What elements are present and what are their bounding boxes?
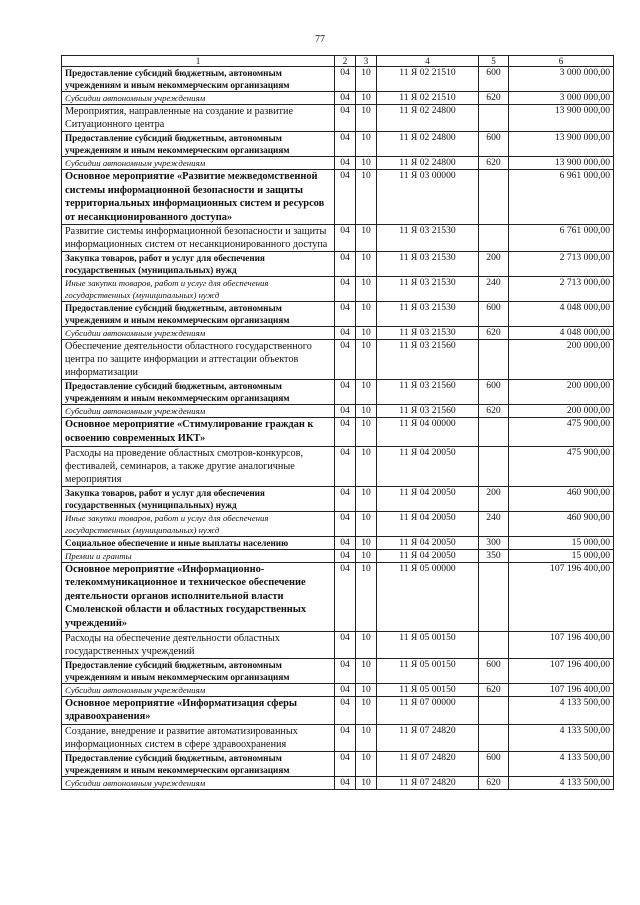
code-subsection-cell: 10 xyxy=(356,277,377,302)
table-row xyxy=(62,696,614,724)
code-subsection-cell: 10 xyxy=(356,696,377,724)
expense-type-cell: 620 xyxy=(479,92,509,105)
table-row xyxy=(62,302,614,327)
expense-type-cell: 200 xyxy=(479,486,509,511)
target-code-cell: 11 Я 03 21530 xyxy=(377,327,479,340)
item-name-cell: Субсидии автономным учреждениям xyxy=(62,157,335,170)
table-row xyxy=(62,225,614,252)
code-section-cell: 04 xyxy=(335,631,356,658)
item-name-cell: Субсидии автономным учреждениям xyxy=(62,327,335,340)
target-code-cell: 11 Я 07 00000 xyxy=(377,696,479,724)
header-col-6: 6 xyxy=(509,56,614,67)
table-row xyxy=(62,776,614,789)
code-subsection-cell: 10 xyxy=(356,631,377,658)
item-name-cell: Закупка товаров, работ и услуг для обеспечения государственных (муниципальных) нужд xyxy=(62,252,335,277)
code-subsection-cell: 10 xyxy=(356,340,377,380)
expense-type-cell xyxy=(479,170,509,225)
amount-cell: 475 900,00 xyxy=(509,446,614,486)
code-subsection-cell: 10 xyxy=(356,252,377,277)
target-code-cell: 11 Я 04 20050 xyxy=(377,511,479,536)
expense-type-cell xyxy=(479,446,509,486)
target-code-cell: 11 Я 02 24800 xyxy=(377,132,479,157)
code-subsection-cell: 10 xyxy=(356,302,377,327)
header-col-4: 4 xyxy=(377,56,479,67)
target-code-cell: 11 Я 04 20050 xyxy=(377,486,479,511)
budget-table xyxy=(61,55,614,790)
amount-cell: 13 900 000,00 xyxy=(509,105,614,132)
amount-cell: 200 000,00 xyxy=(509,340,614,380)
code-subsection-cell: 10 xyxy=(356,446,377,486)
table-row xyxy=(62,380,614,405)
table-row xyxy=(62,446,614,486)
amount-cell: 2 713 000,00 xyxy=(509,277,614,302)
expense-type-cell: 620 xyxy=(479,327,509,340)
code-subsection-cell: 10 xyxy=(356,92,377,105)
amount-cell: 13 900 000,00 xyxy=(509,157,614,170)
code-subsection-cell: 10 xyxy=(356,327,377,340)
code-subsection-cell: 10 xyxy=(356,751,377,776)
code-subsection-cell: 10 xyxy=(356,724,377,751)
code-subsection-cell: 10 xyxy=(356,157,377,170)
code-section-cell: 04 xyxy=(335,340,356,380)
target-code-cell: 11 Я 07 24820 xyxy=(377,724,479,751)
code-subsection-cell: 10 xyxy=(356,683,377,696)
expense-type-cell: 350 xyxy=(479,549,509,562)
target-code-cell: 11 Я 03 21530 xyxy=(377,277,479,302)
table-row xyxy=(62,67,614,92)
page-number: 77 xyxy=(315,34,325,45)
code-subsection-cell: 10 xyxy=(356,776,377,789)
code-section-cell: 04 xyxy=(335,658,356,683)
code-subsection-cell: 10 xyxy=(356,549,377,562)
code-subsection-cell: 10 xyxy=(356,380,377,405)
table-row xyxy=(62,132,614,157)
amount-cell: 107 196 400,00 xyxy=(509,562,614,631)
amount-cell: 4 048 000,00 xyxy=(509,327,614,340)
expense-type-cell: 600 xyxy=(479,658,509,683)
item-name-cell: Иные закупки товаров, работ и услуг для обеспечения государственных (муниципальных) нужд xyxy=(62,511,335,536)
code-section-cell: 04 xyxy=(335,327,356,340)
expense-type-cell: 600 xyxy=(479,302,509,327)
table-row xyxy=(62,92,614,105)
amount-cell: 4 133 500,00 xyxy=(509,776,614,789)
code-subsection-cell: 10 xyxy=(356,405,377,418)
target-code-cell: 11 Я 05 00150 xyxy=(377,683,479,696)
item-name-cell: Субсидии автономным учреждениям xyxy=(62,776,335,789)
code-section-cell: 04 xyxy=(335,170,356,225)
expense-type-cell xyxy=(479,105,509,132)
amount-cell: 2 713 000,00 xyxy=(509,252,614,277)
amount-cell: 107 196 400,00 xyxy=(509,683,614,696)
target-code-cell: 11 Я 05 00150 xyxy=(377,658,479,683)
item-name-cell: Расходы на обеспечение деятельности областных государственных учреждений xyxy=(62,631,335,658)
table-row xyxy=(62,724,614,751)
expense-type-cell: 620 xyxy=(479,405,509,418)
amount-cell: 107 196 400,00 xyxy=(509,658,614,683)
target-code-cell: 11 Я 03 21530 xyxy=(377,252,479,277)
code-subsection-cell: 10 xyxy=(356,418,377,446)
amount-cell: 4 048 000,00 xyxy=(509,302,614,327)
expense-type-cell xyxy=(479,631,509,658)
code-subsection-cell: 10 xyxy=(356,105,377,132)
item-name-cell: Мероприятия, направленные на создание и развитие Ситуационного центра xyxy=(62,105,335,132)
item-name-cell: Обеспечение деятельности областного государственного центра по защите информации и аттестации объектов информатизации xyxy=(62,340,335,380)
code-subsection-cell: 10 xyxy=(356,486,377,511)
item-name-cell: Предоставление субсидий бюджетным, автономным учреждениям и иным некоммерческим организациям xyxy=(62,658,335,683)
amount-cell: 107 196 400,00 xyxy=(509,631,614,658)
table-row xyxy=(62,170,614,225)
code-section-cell: 04 xyxy=(335,105,356,132)
header-col-5: 5 xyxy=(479,56,509,67)
code-subsection-cell: 10 xyxy=(356,562,377,631)
target-code-cell: 11 Я 03 21560 xyxy=(377,340,479,380)
code-subsection-cell: 10 xyxy=(356,536,377,549)
expense-type-cell: 300 xyxy=(479,536,509,549)
item-name-cell: Субсидии автономным учреждениям xyxy=(62,92,335,105)
expense-type-cell: 240 xyxy=(479,277,509,302)
amount-cell: 200 000,00 xyxy=(509,380,614,405)
table-row xyxy=(62,418,614,446)
item-name-cell: Предоставление субсидий бюджетным, автономным учреждениям и иным некоммерческим организациям xyxy=(62,67,335,92)
code-subsection-cell: 10 xyxy=(356,132,377,157)
target-code-cell: 11 Я 03 21530 xyxy=(377,225,479,252)
code-section-cell: 04 xyxy=(335,67,356,92)
table-row xyxy=(62,658,614,683)
expense-type-cell: 600 xyxy=(479,67,509,92)
target-code-cell: 11 Я 04 00000 xyxy=(377,418,479,446)
header-col-1: 1 xyxy=(62,56,335,67)
target-code-cell: 11 Я 02 24800 xyxy=(377,157,479,170)
amount-cell: 200 000,00 xyxy=(509,405,614,418)
target-code-cell: 11 Я 04 20050 xyxy=(377,446,479,486)
item-name-cell: Основное мероприятие «Развитие межведомственной системы информационной безопасности и защиты территориальных информационных систем и ресурсов от несанкционированного доступа» xyxy=(62,170,335,225)
expense-type-cell: 600 xyxy=(479,380,509,405)
code-section-cell: 04 xyxy=(335,405,356,418)
target-code-cell: 11 Я 04 20050 xyxy=(377,536,479,549)
code-section-cell: 04 xyxy=(335,132,356,157)
table-row xyxy=(62,105,614,132)
expense-type-cell: 600 xyxy=(479,751,509,776)
target-code-cell: 11 Я 02 21510 xyxy=(377,92,479,105)
item-name-cell: Предоставление субсидий бюджетным, автономным учреждениям и иным некоммерческим организациям xyxy=(62,380,335,405)
target-code-cell: 11 Я 02 24800 xyxy=(377,105,479,132)
expense-type-cell xyxy=(479,696,509,724)
item-name-cell: Субсидии автономным учреждениям xyxy=(62,405,335,418)
table-row xyxy=(62,157,614,170)
table-row xyxy=(62,327,614,340)
table-row xyxy=(62,277,614,302)
item-name-cell: Предоставление субсидий бюджетным, автономным учреждениям и иным некоммерческим организациям xyxy=(62,132,335,157)
amount-cell: 6 961 000,00 xyxy=(509,170,614,225)
expense-type-cell: 240 xyxy=(479,511,509,536)
amount-cell: 13 900 000,00 xyxy=(509,132,614,157)
code-section-cell: 04 xyxy=(335,380,356,405)
code-section-cell: 04 xyxy=(335,225,356,252)
table-row xyxy=(62,405,614,418)
target-code-cell: 11 Я 07 24820 xyxy=(377,776,479,789)
amount-cell: 15 000,00 xyxy=(509,536,614,549)
item-name-cell: Основное мероприятие «Информатизация сферы здравоохранения» xyxy=(62,696,335,724)
code-section-cell: 04 xyxy=(335,724,356,751)
code-section-cell: 04 xyxy=(335,418,356,446)
table-row xyxy=(62,340,614,380)
amount-cell: 460 900,00 xyxy=(509,486,614,511)
code-section-cell: 04 xyxy=(335,446,356,486)
expense-type-cell xyxy=(479,562,509,631)
code-subsection-cell: 10 xyxy=(356,225,377,252)
code-section-cell: 04 xyxy=(335,562,356,631)
code-subsection-cell: 10 xyxy=(356,658,377,683)
item-name-cell: Закупка товаров, работ и услуг для обеспечения государственных (муниципальных) нужд xyxy=(62,486,335,511)
amount-cell: 3 000 000,00 xyxy=(509,92,614,105)
expense-type-cell: 620 xyxy=(479,683,509,696)
expense-type-cell xyxy=(479,340,509,380)
code-section-cell: 04 xyxy=(335,92,356,105)
table-row xyxy=(62,549,614,562)
item-name-cell: Премии и гранты xyxy=(62,549,335,562)
target-code-cell: 11 Я 05 00000 xyxy=(377,562,479,631)
expense-type-cell xyxy=(479,724,509,751)
expense-type-cell xyxy=(479,418,509,446)
table-row xyxy=(62,562,614,631)
table-header-row xyxy=(62,56,614,67)
amount-cell: 460 900,00 xyxy=(509,511,614,536)
amount-cell: 3 000 000,00 xyxy=(509,67,614,92)
target-code-cell: 11 Я 03 00000 xyxy=(377,170,479,225)
amount-cell: 4 133 500,00 xyxy=(509,696,614,724)
item-name-cell: Основное мероприятие «Стимулирование граждан к освоению современных ИКТ» xyxy=(62,418,335,446)
code-section-cell: 04 xyxy=(335,277,356,302)
code-section-cell: 04 xyxy=(335,776,356,789)
table-row xyxy=(62,751,614,776)
table-row xyxy=(62,252,614,277)
expense-type-cell: 200 xyxy=(479,252,509,277)
target-code-cell: 11 Я 02 21510 xyxy=(377,67,479,92)
code-section-cell: 04 xyxy=(335,486,356,511)
code-subsection-cell: 10 xyxy=(356,67,377,92)
code-subsection-cell: 10 xyxy=(356,170,377,225)
code-section-cell: 04 xyxy=(335,302,356,327)
amount-cell: 475 900,00 xyxy=(509,418,614,446)
item-name-cell: Расходы на проведение областных смотров-конкурсов, фестивалей, семинаров, а также другие аналогичные мероприятия xyxy=(62,446,335,486)
target-code-cell: 11 Я 04 20050 xyxy=(377,549,479,562)
item-name-cell: Предоставление субсидий бюджетным, автономным учреждениям и иным некоммерческим организациям xyxy=(62,302,335,327)
target-code-cell: 11 Я 07 24820 xyxy=(377,751,479,776)
expense-type-cell: 600 xyxy=(479,132,509,157)
target-code-cell: 11 Я 03 21560 xyxy=(377,380,479,405)
item-name-cell: Субсидии автономным учреждениям xyxy=(62,683,335,696)
item-name-cell: Социальное обеспечение и иные выплаты населению xyxy=(62,536,335,549)
item-name-cell: Иные закупки товаров, работ и услуг для обеспечения государственных (муниципальных) нужд xyxy=(62,277,335,302)
table-row xyxy=(62,486,614,511)
code-section-cell: 04 xyxy=(335,696,356,724)
target-code-cell: 11 Я 03 21560 xyxy=(377,405,479,418)
code-section-cell: 04 xyxy=(335,683,356,696)
amount-cell: 6 761 000,00 xyxy=(509,225,614,252)
table-row xyxy=(62,511,614,536)
code-section-cell: 04 xyxy=(335,549,356,562)
header-col-3: 3 xyxy=(356,56,377,67)
code-section-cell: 04 xyxy=(335,511,356,536)
expense-type-cell: 620 xyxy=(479,157,509,170)
code-section-cell: 04 xyxy=(335,751,356,776)
target-code-cell: 11 Я 03 21530 xyxy=(377,302,479,327)
target-code-cell: 11 Я 05 00150 xyxy=(377,631,479,658)
expense-type-cell: 620 xyxy=(479,776,509,789)
item-name-cell: Развитие системы информационной безопасности и защиты информационных систем от несанкционированного доступа xyxy=(62,225,335,252)
header-col-2: 2 xyxy=(335,56,356,67)
item-name-cell: Основное мероприятие «Информационно-телекоммуникационное и техническое обеспечение деятельности органов исполнительной власти Смоленской области и областных государственных учреждений» xyxy=(62,562,335,631)
expense-type-cell xyxy=(479,225,509,252)
code-section-cell: 04 xyxy=(335,252,356,277)
code-section-cell: 04 xyxy=(335,157,356,170)
table-row xyxy=(62,536,614,549)
item-name-cell: Создание, внедрение и развитие автоматизированных информационных систем в сфере здравоохранения xyxy=(62,724,335,751)
code-subsection-cell: 10 xyxy=(356,511,377,536)
amount-cell: 15 000,00 xyxy=(509,549,614,562)
amount-cell: 4 133 500,00 xyxy=(509,724,614,751)
code-section-cell: 04 xyxy=(335,536,356,549)
amount-cell: 4 133 500,00 xyxy=(509,751,614,776)
table-row xyxy=(62,631,614,658)
table-row xyxy=(62,683,614,696)
item-name-cell: Предоставление субсидий бюджетным, автономным учреждениям и иным некоммерческим организациям xyxy=(62,751,335,776)
